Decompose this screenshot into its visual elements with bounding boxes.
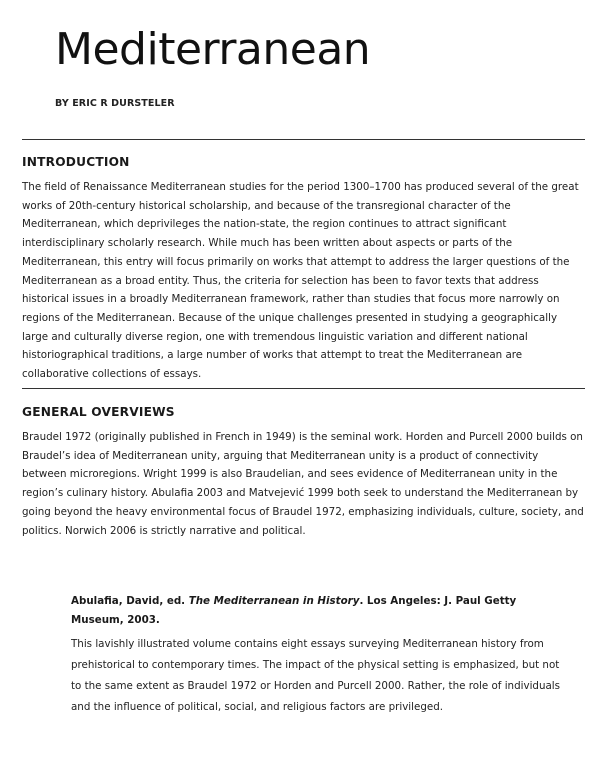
citation-title: The Mediterranean in History [188,595,360,607]
author-byline: BY ERIC R DURSTELER [55,98,175,109]
bibliography-annotation: This lavishly illustrated volume contains eight essays surveying Mediterranean history from prehistorical to contemporary times. The impact of the physical setting is emphasized, but not to the same extent as Braudel 1972 or Horden and Purcell 2000. Rather, the role of individuals and the influence of political, social, and religious factors are privileged. [71,638,561,713]
general-overviews-heading: GENERAL OVERVIEWS [22,405,175,419]
introduction-heading: INTRODUCTION [22,155,130,169]
general-overviews-paragraph: Braudel 1972 (originally published in French in 1949) is the seminal work. Horden and Purcell 2000 builds on Braudel’s idea of Mediterranean unity, arguing that Mediterranean unity is a product of connectivity between microregions. Wright 1999 is also Braudelian, and sees evidence of Mediterranean unity in the region’s culinary history. Abulafia 2003 and Matvejević 1999 both seek to understand the Mediterranean by going beyond the heavy environmental focus of Braudel 1972, emphasizing individuals, culture, society, and politics. Norwich 2006 is strictly narrative and political. [22,431,584,537]
citation-author: Abulafia, David, ed. [71,595,189,607]
bibliography-citation [71,592,559,630]
citation-publication: . Los Angeles: J. Paul Getty Museum, 2003. [71,595,517,626]
introduction-paragraph: The field of Renaissance Mediterranean studies for the period 1300–1700 has produced several of the great works of 20th-century historical scholarship, and because of the transregional character of the Mediterranean, which deprivileges the nation-state, the region continues to attract significant interdisciplinary scholarly research. While much has been written about aspects or parts of the Mediterranean, this entry will focus primarily on works that attempt to address the larger questions of the Mediterranean as a broad entity. Thus, the criteria for selection has been to favor texts that address historical issues in a broadly Mediterranean framework, rather than studies that focus more narrowly on regions of the Mediterranean. Because of the unique challenges presented in studying a geographically large and culturally diverse region, one with tremendous linguistic variation and different national historiographical traditions, a large number of works that attempt to treat the Mediterranean are collaborative collections of essays. [22,181,579,381]
document-title: Mediterranean [55,24,371,75]
section-divider [22,388,585,389]
section-divider [22,139,585,140]
